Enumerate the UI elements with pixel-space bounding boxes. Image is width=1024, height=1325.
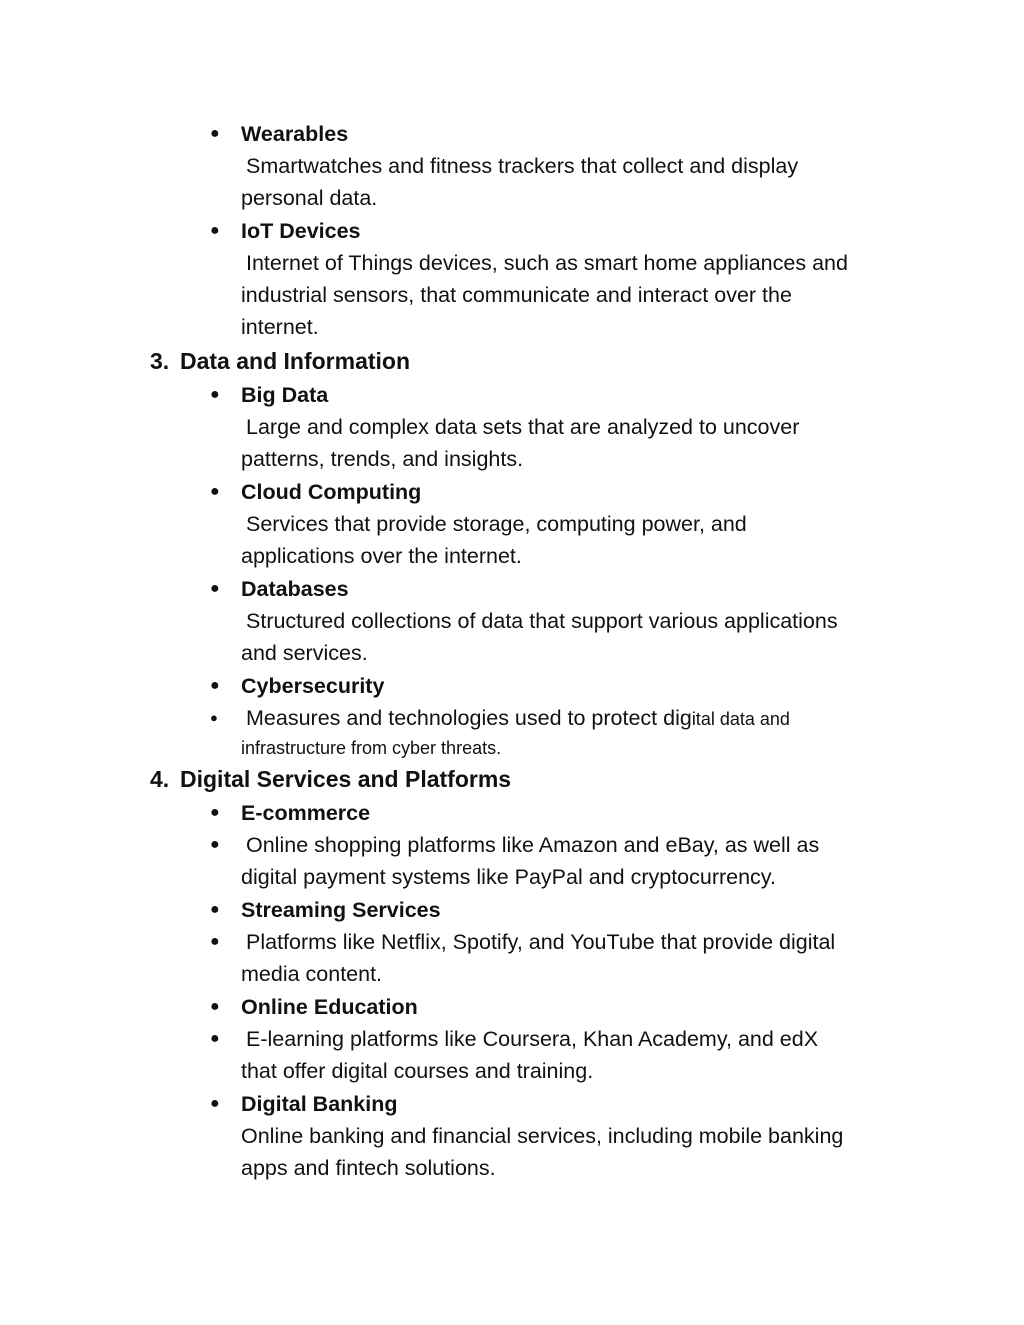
item-desc-line	[246, 702, 790, 734]
section-number: 3.	[150, 348, 170, 374]
item-desc-line: Platforms like Netflix, Spotify, and YouTube that provide digital	[246, 930, 836, 954]
item-title-big-data: Big Data	[241, 383, 329, 407]
bullet-icon: ●	[210, 386, 220, 403]
item-desc-line: Services that provide storage, computing power, and	[246, 512, 747, 536]
item-title-online-education: Online Education	[241, 995, 418, 1019]
bullet-icon: ●	[210, 580, 220, 597]
item-desc-line: digital payment systems like PayPal and cryptocurrency.	[241, 865, 776, 889]
item-desc-line: Smartwatches and fitness trackers that collect and display	[246, 154, 799, 178]
item-desc-line: applications over the internet.	[241, 544, 522, 568]
bullet-icon: ●	[210, 677, 220, 694]
bullet-icon: ●	[210, 710, 218, 725]
item-title-digital-banking: Digital Banking	[241, 1092, 398, 1116]
item-desc-line: personal data.	[241, 186, 378, 210]
item-desc-line: Online banking and financial services, including mobile banking	[241, 1124, 844, 1148]
item-desc-line: Large and complex data sets that are analyzed to uncover	[246, 415, 800, 439]
item-desc-line: Structured collections of data that support various applications	[246, 609, 838, 633]
item-desc-line: and services.	[241, 641, 368, 665]
bullet-icon: ●	[210, 1095, 220, 1112]
section-title-data-information: Data and Information	[180, 348, 411, 374]
item-title-databases: Databases	[241, 577, 349, 601]
item-title-ecommerce: E-commerce	[241, 801, 371, 825]
item-desc-line: media content.	[241, 962, 383, 986]
section-number: 4.	[150, 766, 170, 792]
item-desc-line: that offer digital courses and training.	[241, 1059, 594, 1083]
item-desc-line: E-learning platforms like Coursera, Khan Academy, and edX	[246, 1027, 819, 1051]
bullet-icon: ●	[210, 804, 220, 821]
bullet-icon: ●	[210, 125, 220, 142]
bullet-icon: ●	[210, 483, 220, 500]
bullet-icon: ●	[210, 901, 220, 918]
item-desc-line: apps and fintech solutions.	[241, 1156, 496, 1180]
section-title-digital-services: Digital Services and Platforms	[180, 766, 512, 792]
item-title-wearables: Wearables	[241, 122, 349, 146]
item-desc-line: Internet of Things devices, such as smart home appliances and	[246, 251, 848, 275]
bullet-icon: ●	[210, 998, 220, 1015]
item-desc-line: internet.	[241, 315, 319, 339]
item-desc-part: Measures and technologies used to protect dig	[246, 706, 692, 730]
item-desc-line: infrastructure from cyber threats.	[241, 738, 502, 758]
bullet-icon: ●	[210, 836, 220, 853]
item-desc-line: industrial sensors, that communicate and interact over the	[241, 283, 792, 307]
item-title-iot: IoT Devices	[241, 219, 361, 243]
item-title-cloud-computing: Cloud Computing	[241, 480, 422, 504]
item-title-streaming: Streaming Services	[241, 898, 441, 922]
item-desc-line: Online shopping platforms like Amazon and eBay, as well as	[246, 833, 820, 857]
item-desc-part-small: ital data and	[691, 709, 790, 729]
bullet-icon: ●	[210, 1030, 220, 1047]
bullet-icon: ●	[210, 933, 220, 950]
item-desc-line: patterns, trends, and insights.	[241, 447, 524, 471]
bullet-icon: ●	[210, 222, 220, 239]
item-title-cybersecurity: Cybersecurity	[241, 674, 385, 698]
